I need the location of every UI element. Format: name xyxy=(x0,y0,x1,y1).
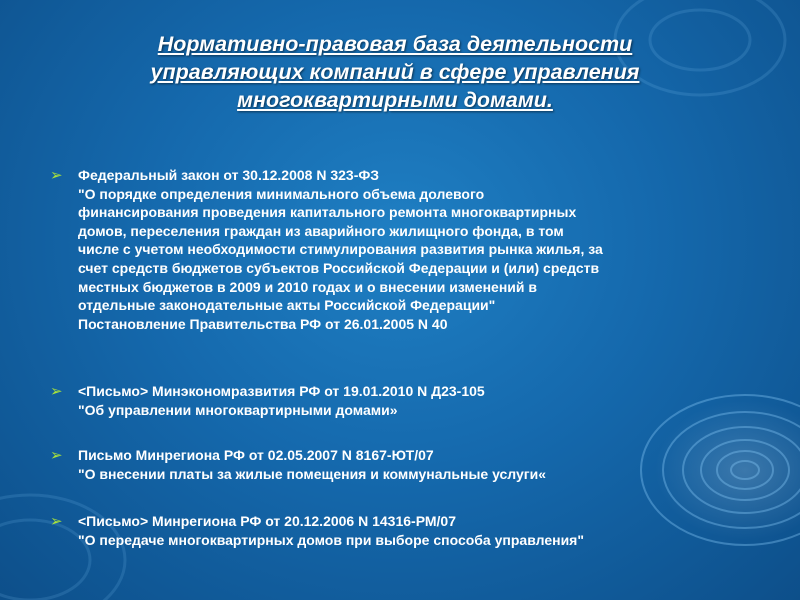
text-line: местных бюджетов в 2009 и 2010 годах и о внесении изменений в xyxy=(78,278,537,295)
text-line: числе с учетом необходимости стимулирования развития рынка жилья, за xyxy=(78,241,603,258)
list-item-text xyxy=(78,382,758,419)
text-line: "О порядке определения минимального объема долевого xyxy=(78,185,485,202)
list-item-text xyxy=(78,166,758,333)
text-line: счет средств бюджетов субъектов Российской Федерации и (или) средств xyxy=(78,259,600,276)
text-line: "О передаче многоквартирных домов при выборе способа управления" xyxy=(78,531,584,548)
text-line: отдельные законодательные акты Российской Федерации" xyxy=(78,297,496,314)
text-line: <Письмо> Минрегиона РФ от 20.12.2006 N 14316-РМ/07 xyxy=(78,513,456,529)
text-line: домов, переселения граждан из аварийного жилищного фонда, в том xyxy=(78,222,564,239)
text-line: Постановление Правительства РФ от 26.01.2005 N 40 xyxy=(78,315,448,332)
text-line: Федеральный закон от 30.12.2008 N 323-ФЗ xyxy=(78,167,380,183)
text-line: финансирования проведения капитального ремонта многоквартирных xyxy=(78,204,577,221)
text-line: "Об управлении многоквартирными домами» xyxy=(78,401,398,418)
text-line: Письмо Минрегиона РФ от 02.05.2007 N 8167-ЮТ/07 xyxy=(78,447,434,463)
arrow-bullet-icon: ➢ xyxy=(50,382,63,400)
text-line: <Письмо> Минэкономразвития РФ от 19.01.2010 N Д23-105 xyxy=(78,383,485,399)
arrow-bullet-icon: ➢ xyxy=(50,446,63,464)
text-line: "О внесении платы за жилые помещения и коммунальные услуги« xyxy=(78,465,547,482)
slide-title-line: управляющих компаний в сфере управления xyxy=(150,60,640,84)
arrow-bullet-icon: ➢ xyxy=(50,166,63,184)
slide-title-line: многоквартирными домами. xyxy=(237,88,553,112)
arrow-bullet-icon: ➢ xyxy=(50,512,63,530)
slide-title-line: Нормативно-правовая база деятельности xyxy=(157,32,633,56)
list-item-text xyxy=(78,446,758,483)
list-item-text xyxy=(78,512,758,549)
